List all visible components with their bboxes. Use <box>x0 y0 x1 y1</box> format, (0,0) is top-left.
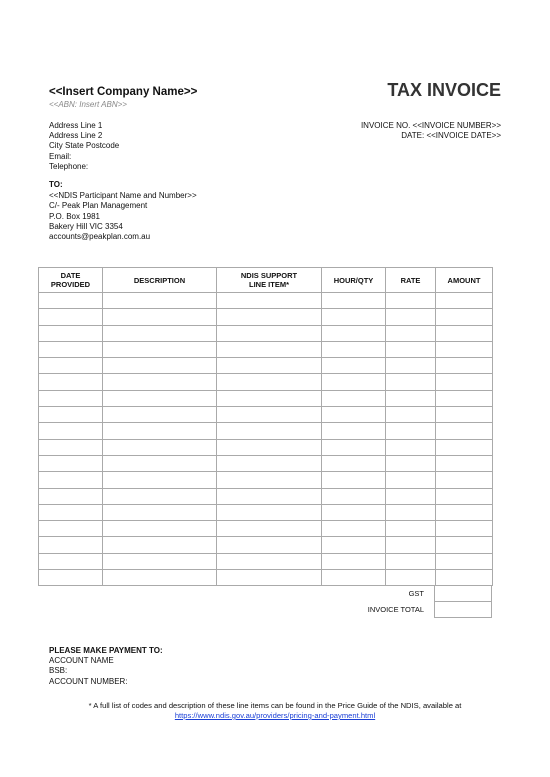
payment-line: BSB: <box>49 666 68 676</box>
table-cell[interactable] <box>322 358 386 374</box>
column-header-hour-qty: HOUR/QTY <box>322 268 386 293</box>
invoice-title: TAX INVOICE <box>387 80 501 100</box>
table-cell[interactable] <box>322 488 386 504</box>
table-cell[interactable] <box>436 472 493 488</box>
table-cell[interactable] <box>322 309 386 325</box>
table-cell[interactable] <box>39 423 103 439</box>
table-cell[interactable] <box>436 570 493 586</box>
line-items-table <box>38 267 493 586</box>
gst-row <box>38 585 492 601</box>
column-header-rate: RATE <box>386 268 436 293</box>
table-cell[interactable] <box>217 455 322 471</box>
table-cell[interactable] <box>322 553 386 569</box>
table-cell[interactable] <box>436 521 493 537</box>
payment-details <box>49 656 128 687</box>
table-cell[interactable] <box>39 570 103 586</box>
sender-line: Address Line 2 <box>49 131 103 141</box>
table-cell[interactable] <box>39 293 103 309</box>
table-cell[interactable] <box>386 455 436 471</box>
sender-line: City State Postcode <box>49 141 120 151</box>
table-row <box>39 521 493 537</box>
invoice-total-value-cell[interactable] <box>434 601 492 618</box>
payment-label: PLEASE MAKE PAYMENT TO: <box>49 646 163 655</box>
invoice-meta <box>361 121 501 141</box>
table-cell[interactable] <box>39 553 103 569</box>
table-cell[interactable] <box>386 521 436 537</box>
table-cell[interactable] <box>386 325 436 341</box>
table-cell[interactable] <box>217 407 322 423</box>
table-cell[interactable] <box>103 309 217 325</box>
table-cell[interactable] <box>39 521 103 537</box>
table-cell[interactable] <box>322 407 386 423</box>
column-header-amount: AMOUNT <box>436 268 493 293</box>
table-row <box>39 390 493 406</box>
table-cell[interactable] <box>322 341 386 357</box>
footnote <box>40 701 510 721</box>
table-cell[interactable] <box>217 570 322 586</box>
table-cell[interactable] <box>322 455 386 471</box>
table-cell[interactable] <box>386 537 436 553</box>
table-cell[interactable] <box>103 488 217 504</box>
table-cell[interactable] <box>103 325 217 341</box>
pricing-guide-link[interactable]: https://www.ndis.gov.au/providers/pricing-and-payment.html <box>174 711 376 720</box>
table-cell[interactable] <box>103 521 217 537</box>
table-cell[interactable] <box>39 455 103 471</box>
table-cell[interactable] <box>217 537 322 553</box>
table-cell[interactable] <box>386 293 436 309</box>
table-cell[interactable] <box>103 570 217 586</box>
table-cell[interactable] <box>103 455 217 471</box>
table-cell[interactable] <box>217 472 322 488</box>
table-row <box>39 293 493 309</box>
table-cell[interactable] <box>39 407 103 423</box>
invoice-total-label: INVOICE TOTAL <box>367 605 424 614</box>
table-row <box>39 553 493 569</box>
table-cell[interactable] <box>39 504 103 520</box>
table-cell[interactable] <box>436 341 493 357</box>
table-cell[interactable] <box>217 293 322 309</box>
table-cell[interactable] <box>217 358 322 374</box>
table-row <box>39 407 493 423</box>
table-row <box>39 504 493 520</box>
table-cell[interactable] <box>217 374 322 390</box>
recipient-line: <<NDIS Participant Name and Number>> <box>49 191 197 200</box>
sender-line: Address Line 1 <box>49 121 103 130</box>
table-row <box>39 472 493 488</box>
table-cell[interactable] <box>436 325 493 341</box>
table-cell[interactable] <box>436 439 493 455</box>
table-cell[interactable] <box>322 293 386 309</box>
table-cell[interactable] <box>322 570 386 586</box>
table-cell[interactable] <box>436 309 493 325</box>
table-cell[interactable] <box>436 390 493 406</box>
table-cell[interactable] <box>39 325 103 341</box>
column-header-description: DESCRIPTION <box>103 268 217 293</box>
table-cell[interactable] <box>386 488 436 504</box>
gst-value-cell[interactable] <box>434 585 492 602</box>
table-cell[interactable] <box>217 439 322 455</box>
table-cell[interactable] <box>322 472 386 488</box>
table-cell[interactable] <box>436 553 493 569</box>
payment-line: ACCOUNT NAME <box>49 656 114 665</box>
table-cell[interactable] <box>322 439 386 455</box>
table-cell[interactable] <box>217 553 322 569</box>
table-cell[interactable] <box>103 341 217 357</box>
table-cell[interactable] <box>103 553 217 569</box>
table-cell[interactable] <box>217 521 322 537</box>
table-cell[interactable] <box>386 358 436 374</box>
recipient-line: P.O. Box 1981 <box>49 211 100 221</box>
table-cell[interactable] <box>386 472 436 488</box>
table-cell[interactable] <box>386 374 436 390</box>
table-cell[interactable] <box>39 439 103 455</box>
table-cell[interactable] <box>217 325 322 341</box>
table-cell[interactable] <box>217 504 322 520</box>
recipient-label: TO: <box>49 180 63 189</box>
table-row <box>39 455 493 471</box>
table-cell[interactable] <box>103 293 217 309</box>
abn: <<ABN: Insert ABN>> <box>49 100 127 109</box>
table-row <box>39 488 493 504</box>
recipient-line: accounts@peakplan.com.au <box>49 232 151 242</box>
table-cell[interactable] <box>39 374 103 390</box>
table-cell[interactable] <box>217 488 322 504</box>
company-name: <<Insert Company Name>> <box>49 86 198 98</box>
recipient-address <box>49 191 197 242</box>
table-cell[interactable] <box>217 423 322 439</box>
table-cell[interactable] <box>436 488 493 504</box>
table-row <box>39 439 493 455</box>
table-cell[interactable] <box>217 309 322 325</box>
table-cell[interactable] <box>322 504 386 520</box>
table-row <box>39 325 493 341</box>
table-cell[interactable] <box>322 521 386 537</box>
table-cell[interactable] <box>103 504 217 520</box>
table-cell[interactable] <box>103 537 217 553</box>
recipient-line: Bakery Hill VIC 3354 <box>49 221 123 231</box>
table-cell[interactable] <box>386 390 436 406</box>
table-cell[interactable] <box>386 341 436 357</box>
table-cell[interactable] <box>322 537 386 553</box>
table-cell[interactable] <box>39 488 103 504</box>
table-cell[interactable] <box>386 553 436 569</box>
table-row <box>39 423 493 439</box>
table-row <box>39 309 493 325</box>
table-cell[interactable] <box>436 504 493 520</box>
table-cell[interactable] <box>436 374 493 390</box>
invoice-date: DATE: <<INVOICE DATE>> <box>401 131 501 141</box>
table-row <box>39 341 493 357</box>
table-cell[interactable] <box>39 309 103 325</box>
table-cell[interactable] <box>436 407 493 423</box>
table-row <box>39 358 493 374</box>
table-header-row <box>39 268 493 293</box>
table-cell[interactable] <box>217 341 322 357</box>
totals-section <box>38 585 492 617</box>
table-cell[interactable] <box>436 293 493 309</box>
table-cell[interactable] <box>39 358 103 374</box>
table-row <box>39 537 493 553</box>
payment-line: ACCOUNT NUMBER: <box>49 676 128 686</box>
sender-line: Email: <box>49 151 72 161</box>
table-cell[interactable] <box>39 537 103 553</box>
table-cell[interactable] <box>103 423 217 439</box>
gst-label: GST <box>408 589 424 598</box>
table-cell[interactable] <box>39 341 103 357</box>
table-cell[interactable] <box>436 423 493 439</box>
table-cell[interactable] <box>103 390 217 406</box>
table-cell[interactable] <box>386 439 436 455</box>
invoice-number: INVOICE NO. <<INVOICE NUMBER>> <box>360 121 501 130</box>
table-cell[interactable] <box>39 390 103 406</box>
table-cell[interactable] <box>103 472 217 488</box>
table-cell[interactable] <box>103 407 217 423</box>
recipient-line: C/- Peak Plan Management <box>49 201 148 211</box>
sender-address <box>49 121 119 172</box>
table-cell[interactable] <box>436 537 493 553</box>
table-cell[interactable] <box>322 374 386 390</box>
sender-line: Telephone: <box>49 161 89 171</box>
table-cell[interactable] <box>103 358 217 374</box>
table-cell[interactable] <box>103 374 217 390</box>
column-header-line-item: NDIS SUPPORT LINE ITEM* <box>217 268 322 293</box>
column-header-date: DATE PROVIDED <box>39 268 103 293</box>
table-cell[interactable] <box>322 325 386 341</box>
table-cell[interactable] <box>386 504 436 520</box>
table-cell[interactable] <box>322 390 386 406</box>
table-cell[interactable] <box>322 423 386 439</box>
table-row <box>39 374 493 390</box>
table-cell[interactable] <box>436 455 493 471</box>
table-row <box>39 570 493 586</box>
table-cell[interactable] <box>386 570 436 586</box>
table-cell[interactable] <box>217 390 322 406</box>
footnote-text: * A full list of codes and description of these line items can be found in the Price Guide of the NDIS, available at <box>88 701 462 710</box>
table-cell[interactable] <box>103 439 217 455</box>
table-body <box>39 293 493 586</box>
table-cell[interactable] <box>386 309 436 325</box>
table-cell[interactable] <box>386 407 436 423</box>
table-cell[interactable] <box>436 358 493 374</box>
table-cell[interactable] <box>386 423 436 439</box>
invoice-total-row <box>38 601 492 617</box>
table-cell[interactable] <box>39 472 103 488</box>
